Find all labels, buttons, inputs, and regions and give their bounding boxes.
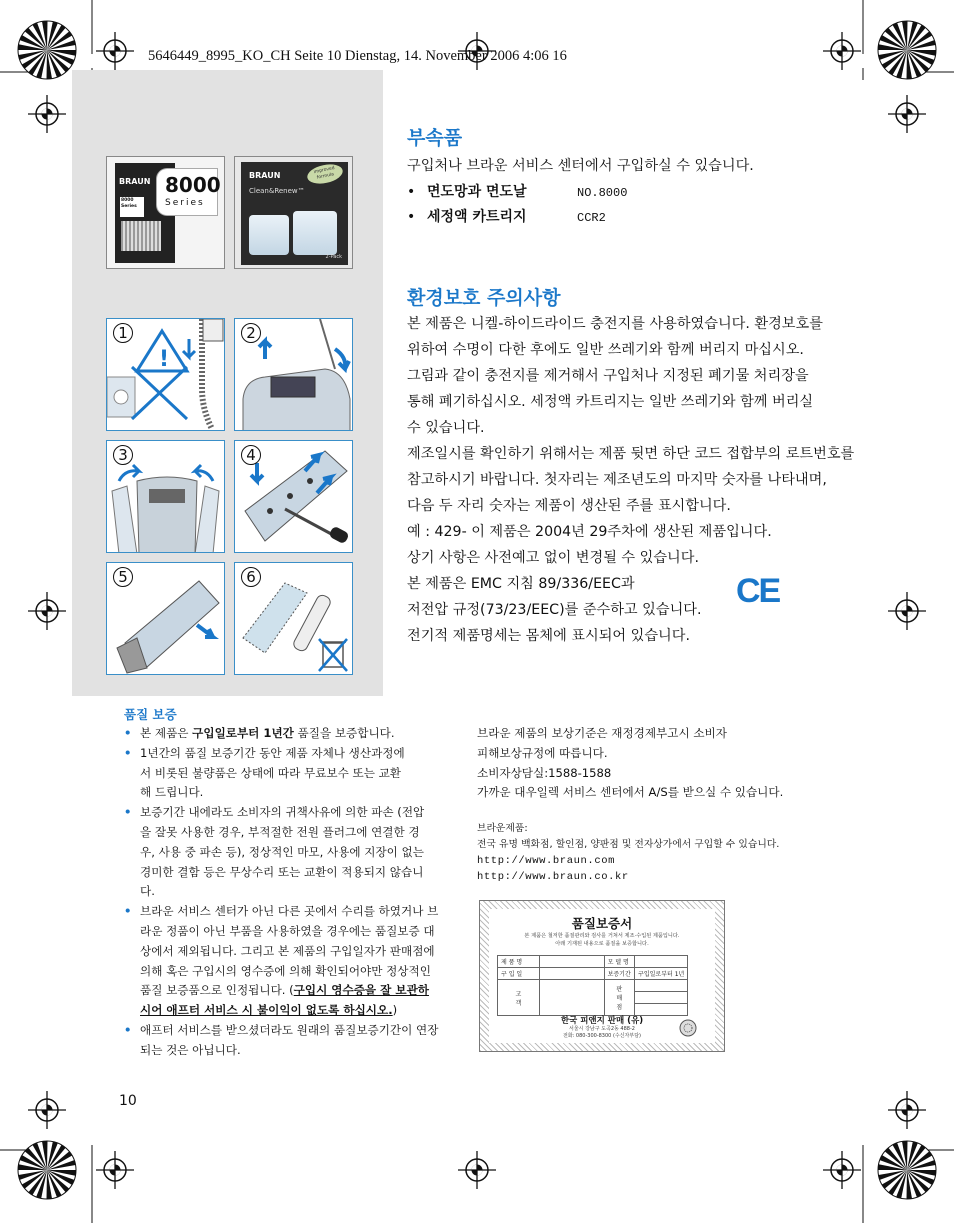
step-number: 3: [113, 445, 133, 465]
accessory-item: • 면도망과 면도날 NO.8000: [407, 184, 628, 200]
environment-line: 제조일시를 확인하기 위해서는 제품 뒷면 하단 코드 접합부의 로트번호를: [407, 446, 855, 462]
braun-logo: BRAUN: [249, 171, 281, 180]
series-small-label: 8000 Series: [120, 197, 144, 217]
company-seal-icon: [679, 1019, 697, 1037]
step-2-illustration: [234, 318, 353, 431]
environment-line: 저전압 규정(73/23/EEC)를 준수하고 있습니다.: [407, 602, 702, 618]
step-number: 2: [241, 323, 261, 343]
certificate-table: 제 품 명 모 델 명 구 입 일 보증기간 구입일로부터 1년 고 객 판 매 점: [497, 955, 688, 1016]
environment-line: 위하여 수명이 다한 후에도 일반 쓰레기와 함께 버리지 마십시오.: [407, 342, 804, 358]
environment-line: 통해 폐기하십시오. 세정액 카트리지는 일반 쓰레기와 함께 버리실: [407, 394, 814, 410]
foil-cutter-product-image: [106, 156, 225, 269]
step-5-illustration: [106, 562, 225, 675]
accessories-intro: 구입처나 브라운 서비스 센터에서 구입하실 수 있습니다.: [407, 158, 754, 174]
environment-line: 본 제품은 EMC 지침 89/336/EEC과: [407, 576, 635, 592]
warranty-certificate: [479, 900, 725, 1052]
pack-label: 2-Pack: [325, 254, 342, 260]
environment-line: 참고하시기 바랍니다. 첫자리는 제조년도의 마지막 숫자를 나타내며,: [407, 472, 827, 488]
warranty-item: • 브라운 서비스 센터가 아닌 다른 곳에서 수리를 하였거나 브라운 정품이 아닌 부품을 사용하였을 경우에는 품질보증 대상에서 제외됩니다. 그리고 본 제품의 구입일자가 판매점에 의해 혹은 구입시의 영수증에 의해 확인되어야만 정상적인 품질 보증품으로 인정됩니다. (구입시 영수증을 잘 보관하시어 애프터 서비스 시 불이익이 없도록 하십시오.): [124, 904, 439, 1018]
environment-line: 다음 두 자리 숫자는 제품이 생산된 주를 표시합니다.: [407, 498, 731, 514]
ce-mark-icon: CE: [736, 572, 780, 610]
environment-line: 상기 사항은 사전예고 없이 변경될 수 있습니다.: [407, 550, 699, 566]
step-3-illustration: [106, 440, 225, 553]
warranty-item: • 보증기간 내에라도 소비자의 귀책사유에 의한 파손 (전압을 잘못 사용한 경우, 부적절한 전원 플러그에 연결한 경우, 사용 중 파손 등), 정상적인 마모, 사용에 지장이 없는 경미한 결함 등은 무상수리 또는 교환이 적용되지 않습니다.: [124, 805, 425, 899]
step-6-illustration: [234, 562, 353, 675]
clean-renew-label: Clean&Renew™: [249, 187, 305, 195]
braun-logo: BRAUN: [119, 177, 151, 186]
accessories-list: [407, 180, 627, 230]
warranty-item: • 1년간의 품질 보증기간 동안 제품 자체나 생산과정에서 비롯된 불량품은 상태에 따라 무료보수 또는 교환해 드립니다.: [124, 745, 405, 800]
step-number: 1: [113, 323, 133, 343]
compensation-line: 피해보상규정에 따릅니다.: [477, 745, 608, 760]
accessory-item: • 세정액 카트리지 CCR2: [407, 209, 606, 225]
series-label: Series: [165, 198, 205, 208]
series-number: 8000: [165, 173, 221, 197]
environment-line: 예 : 429- 이 제품은 2004년 29주차에 생산된 제품입니다.: [407, 524, 772, 540]
environment-body: [407, 311, 854, 649]
certificate-company: 한국 피앤지 판매 (유): [560, 1016, 644, 1026]
step-4-illustration: [234, 440, 353, 553]
where-to-buy-text: 전국 유명 백화점, 할인점, 양판점 및 전자상가에서 구입할 수 있습니다.: [477, 839, 780, 850]
certificate-sub: 본 제품은 철저한 품질관리와 검사를 거쳐서 제조·수입된 제품입니다.: [524, 933, 680, 939]
accessories-title: 부속품: [407, 127, 463, 149]
where-to-buy-block: [477, 821, 779, 885]
warranty-item: • 본 제품은 구입일로부터 1년간 품질을 보증합니다.: [124, 726, 395, 740]
improved-formula-badge: improved formula: [306, 161, 345, 186]
certificate-phone: 전화: 080-300-8300 (수신자부담): [563, 1033, 641, 1039]
warranty-list: [120, 724, 450, 1061]
warranty-title: 품질 보증: [124, 707, 177, 722]
environment-line: 본 제품은 니켈-하이드라이드 충전지를 사용하였습니다. 환경보호를: [407, 316, 823, 332]
print-header-line: 5646449_8995_KO_CH Seite 10 Dienstag, 14. November 2006 4:06 16: [148, 48, 567, 64]
environment-line: 수 있습니다.: [407, 420, 485, 436]
svg-text:!: !: [159, 347, 170, 372]
compensation-block: [477, 724, 783, 803]
where-to-buy-label: 브라운제품:: [477, 823, 528, 834]
step-number: 5: [113, 567, 133, 587]
url-link[interactable]: http://www.braun.co.kr: [477, 871, 629, 883]
page-number: 10: [119, 1093, 137, 1109]
certificate-title: 품질보증서: [571, 916, 633, 931]
waste-bin-icon: [319, 639, 347, 671]
warranty-item: • 애프터 서비스를 받으셨더라도 원래의 품질보증기간이 연장되는 것은 아닙니다.: [124, 1022, 439, 1057]
compensation-line: 가까운 대우일렉 서비스 센터에서 A/S를 받으실 수 있습니다.: [477, 785, 784, 800]
environment-line: 전기적 제품명세는 몸체에 표시되어 있습니다.: [407, 628, 690, 644]
environment-title: 환경보호 주의사항: [407, 287, 561, 309]
cleaning-cartridge-product-image: [234, 156, 353, 269]
certificate-address: 서울시 강남구 도곡2동 488-2: [569, 1026, 635, 1032]
url-link[interactable]: http://www.braun.com: [477, 855, 616, 867]
step-number: 4: [241, 445, 261, 465]
compensation-line: 브라운 제품의 보상기준은 재정경제부고시 소비자: [477, 726, 727, 740]
step-number: 6: [241, 567, 261, 587]
environment-line: 그림과 같이 충전지를 제거해서 구입처나 지정된 폐기물 처리장을: [407, 368, 809, 384]
step-1-illustration: [106, 318, 225, 431]
compensation-line: 소비자상담실:1588-1588: [477, 765, 612, 780]
certificate-sub: 아래 기재된 내용으로 품질을 보증합니다.: [555, 941, 649, 947]
